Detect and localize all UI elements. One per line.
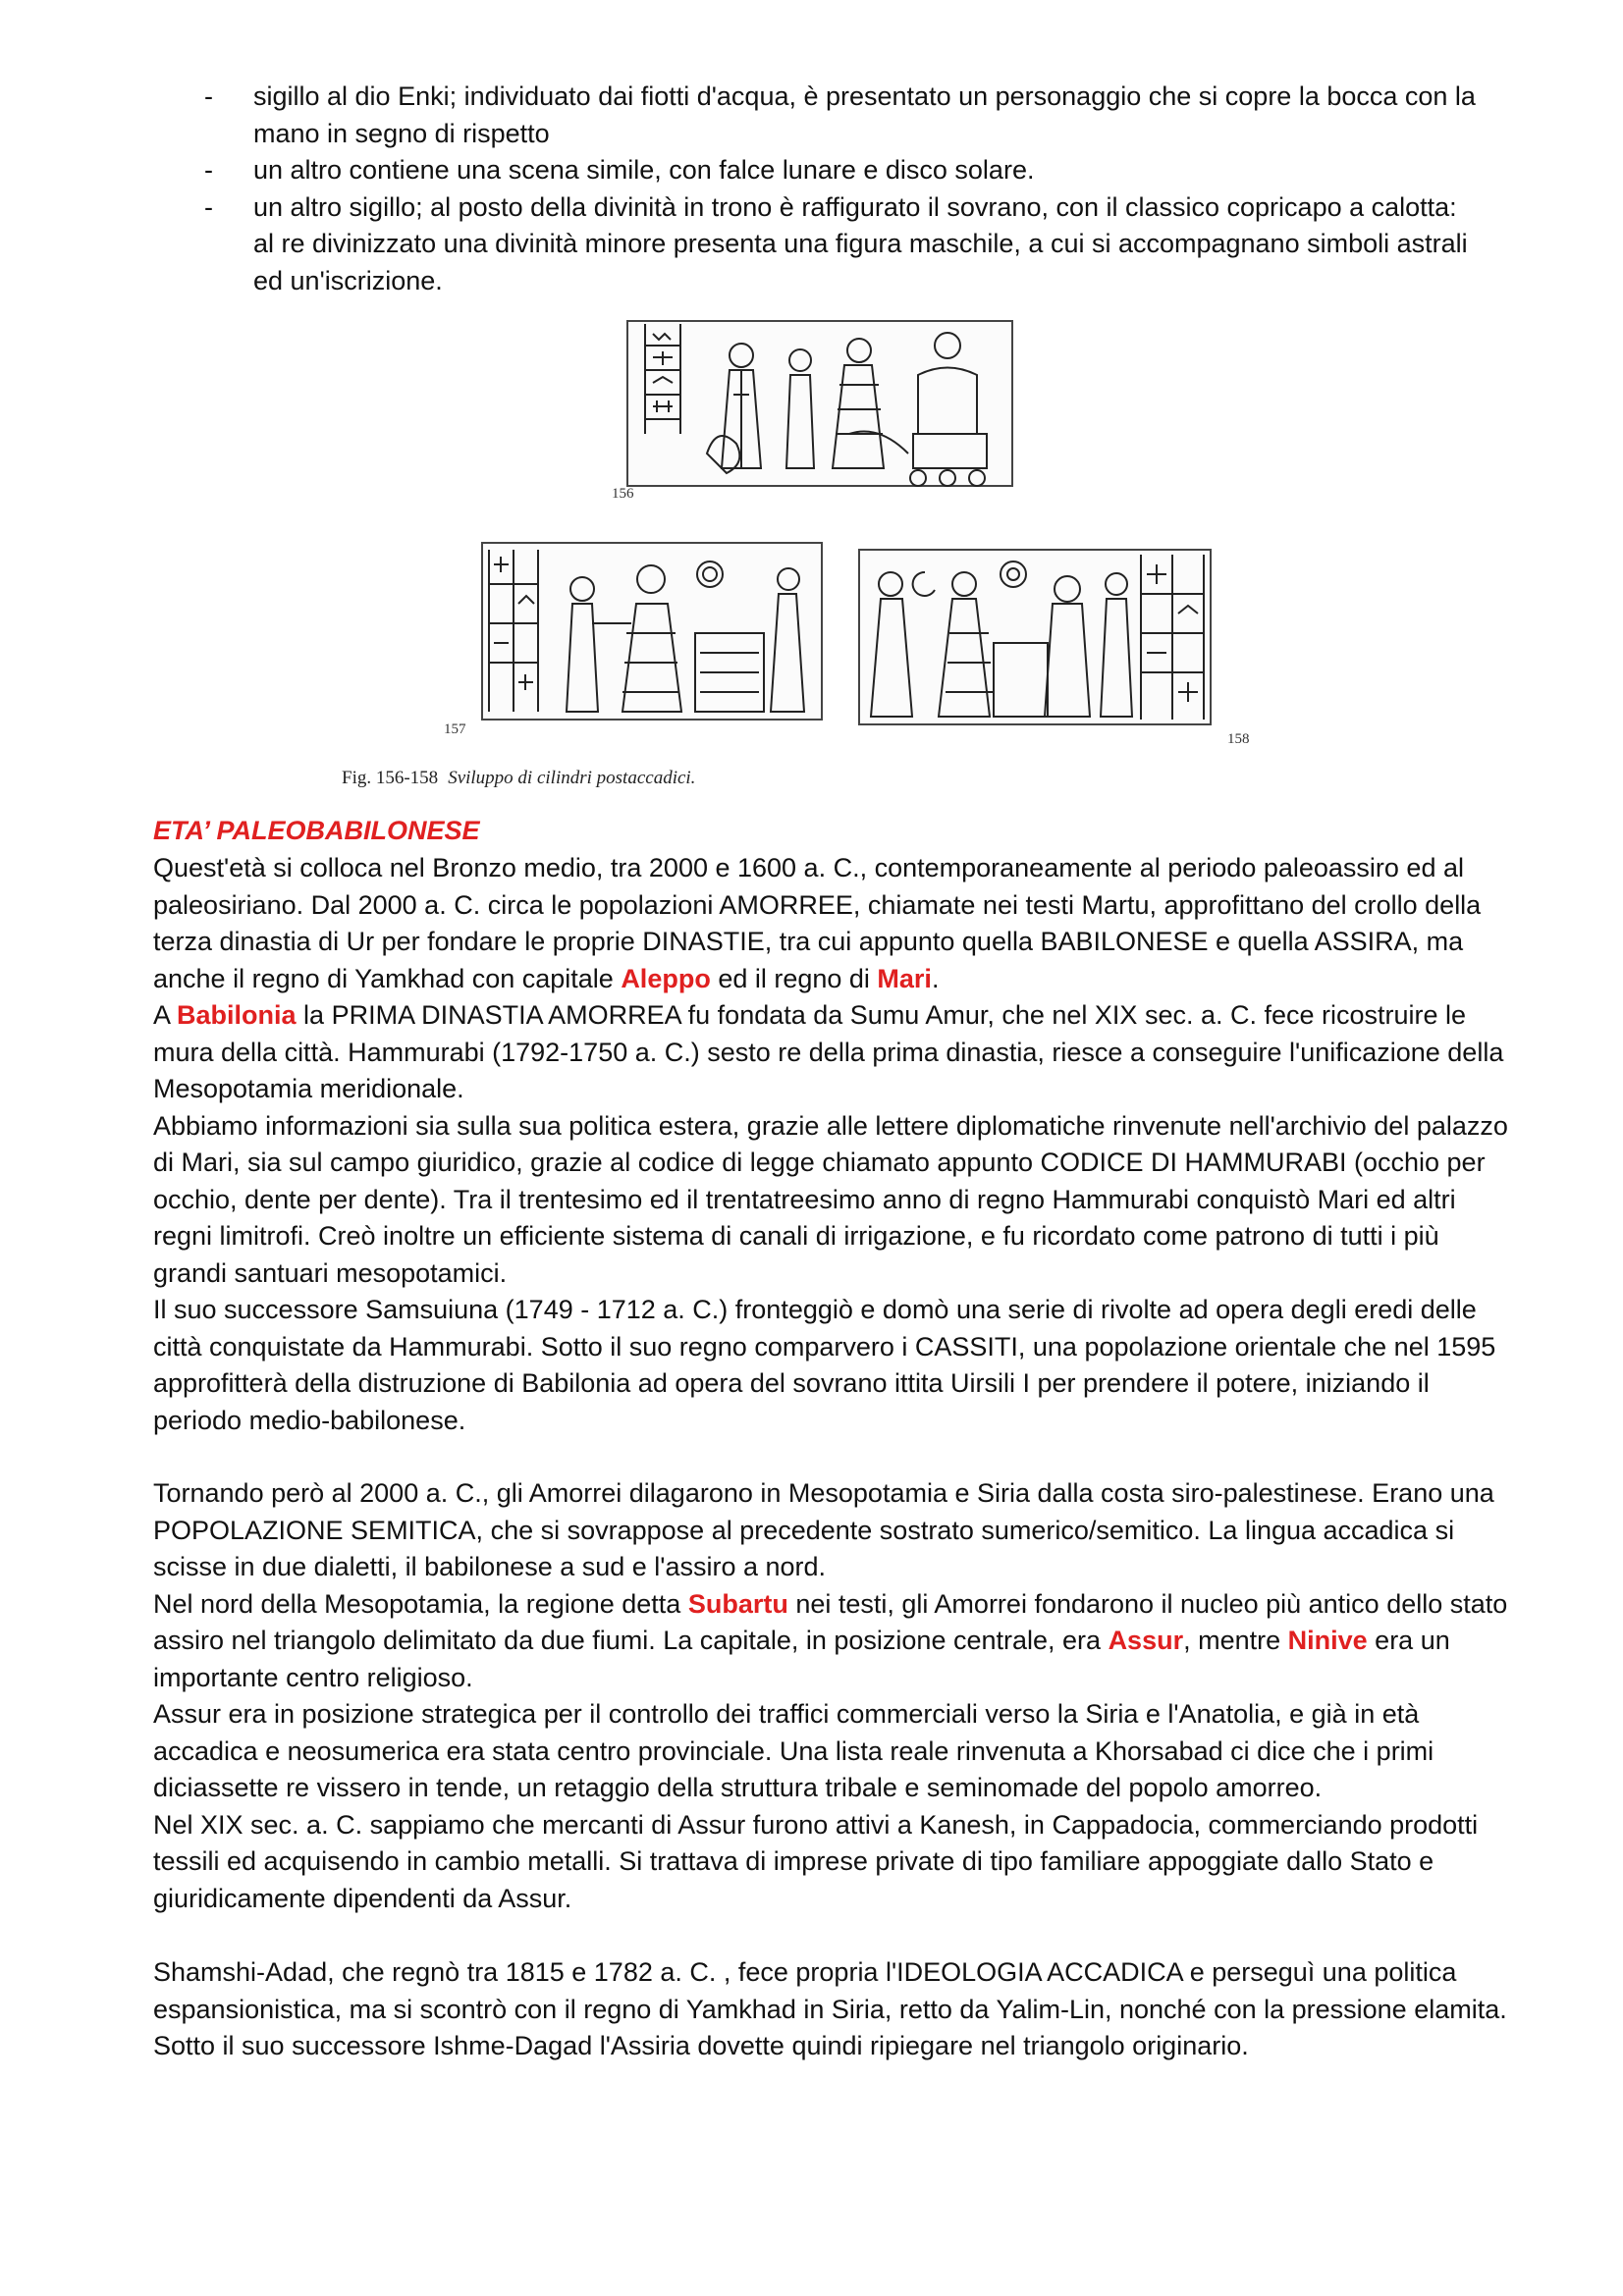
caption-number: Fig. 156-158 (342, 768, 439, 788)
list-item: - un altro contiene una scena simile, con falce lunare e disco solare. (204, 155, 1035, 185)
paragraph-3: Shamshi-Adad, che regnò tra 1815 e 1782 a. C. , fece propria l'IDEOLOGIA ACCADICA e perseguì una politica espansionistica, ma si scontrò con il regno di Yamkhad in Siria, retto da Yalim-Lin, nonché con la pressione elamita. Sotto il suo successore Ishme-Dagad l'Assiria dovette quindi ripiegare nel triangolo originario. (153, 1957, 1507, 2060)
list-item: - sigillo al dio Enki; individuato dai fiotti d'acqua, è presentato un personaggio che si copre la bocca con la mano in segno di rispetto (204, 81, 1476, 148)
place-assur: Assur (1108, 1626, 1184, 1655)
place-ninive: Ninive (1287, 1626, 1368, 1655)
seal-impression-157 (479, 535, 825, 726)
place-babilonia: Babilonia (177, 1000, 297, 1030)
paragraph-2: Tornando però al 2000 a. C., gli Amorrei dilagarono in Mesopotamia e Siria dalla costa siro-palestinese. Erano una POPOLAZIONE SEMITICA, che si sovrappose al precedente sostrato sumerico/semitico. La lingua accadica si scisse in due dialetti, il babilonese a sud e l'assiro a nord. Nel nord della Mesopotamia, la regione detta Subartu nei testi, gli Amorrei fondarono il nucleo più antico dello stato assiro nel triangolo delimitato da due fiumi. La capitale, in posizione centrale, era Assur, mentre Ninive era un importante centro religioso. Assur era in posizione strategica per il controllo dei traffici commerciali verso la Siria e l'Anatolia, e già in età accadica e neosumerica era stata centro provinciale. Una lista reale rinvenuta a Khorsabad ci dice che i primi diciassette re vissero in tende, un retaggio della struttura tribale e seminomade del popolo amorreo. Nel XIX sec. a. C. sappiamo che mercanti di Assur furono attivi a Kanesh, in Cappadocia, commerciando prodotti tessili ed acquisendo in cambio metalli. Si trattava di imprese private di tipo familiare appoggiate dallo Stato e giuridicamente dipendenti da Assur. (153, 1478, 1508, 1913)
seal-drawing-icon (856, 545, 1215, 731)
place-subartu: Subartu (687, 1588, 788, 1619)
list-item: - un altro sigillo; al posto della divinità in trono è raffigurato il sovrano, con il classico copricapo a calotta: al re divinizzato una divinità minore presenta una figura maschile, a cui si accompagnano simboli astrali ed un'iscrizione. (204, 191, 1468, 295)
paragraph-1: Quest'età si colloca nel Bronzo medio, tra 2000 e 1600 a. C., contemporaneamente al periodo paleoassiro ed al paleosiriano. Dal 2000 a. C. circa le popolazioni AMORREE, chiamate nei testi Martu, approfittano del crollo della terza dinastia di Ur per fondare le proprie DINASTIE, tra cui appunto quella BABILONESE e quella ASSIRA, ma anche il regno di Yamkhad con capitale Aleppo ed il regno di Mari. A Babilonia la PRIMA DINASTIA AMORREA fu fondata da Sumu Amur, che nel XIX sec. a. C. fece ricostruire le mura della città. Hammurabi (1792-1750 a. C.) sesto re della prima dinastia, riesce a conseguire l'unificazione della Mesopotamia meridionale. Abbiamo informazioni sia sulla sua politica estera, grazie alle lettere diplomatiche rinvenute nell'archivio del palazzo di Mari, sia sul campo giuridico, grazie al codice di legge chiamato appunto CODICE DI HAMMURABI (occhio per occhio, dente per dente). Tra il trentesimo ed il trentatreesimo anno di regno Hammurabi conquistò Mari ed altri regni limitrofi. Creò inoltre un efficiente sistema di canali di irrigazione, e fu ricordato come patrono di tutti i più grandi santuari mesopotamici. Il suo successore Samsuiuna (1749 - 1712 a. C.) fronteggiò e domò una serie di rivolte ad opera degli eredi delle città conquistate da Hammurabi. Sotto il suo regno comparvero i CASSITI, una popolazione orientale che nel 1595 approfitterà della distruzione di Babilonia ad opera del sovrano ittita Uirsili I per prendere il potere, iniziando il periodo medio-babilonese. (153, 853, 1508, 1435)
place-aleppo: Aleppo (621, 963, 711, 993)
section-heading: ETA’ PALEOBABILONESE (153, 816, 480, 845)
figure-caption (342, 768, 695, 789)
seal-drawing-icon (479, 535, 825, 726)
seal-drawing-icon (623, 316, 1016, 498)
figure-number-157: 157 (444, 721, 466, 737)
bullet-list (204, 79, 1481, 299)
seal-impression-158 (856, 545, 1215, 731)
figure-number-158: 158 (1227, 731, 1250, 747)
figure-number-156: 156 (612, 486, 634, 502)
caption-text: Sviluppo di cilindri postaccadici. (448, 768, 696, 788)
place-mari: Mari (877, 963, 932, 993)
seal-impression-156 (623, 316, 1016, 498)
